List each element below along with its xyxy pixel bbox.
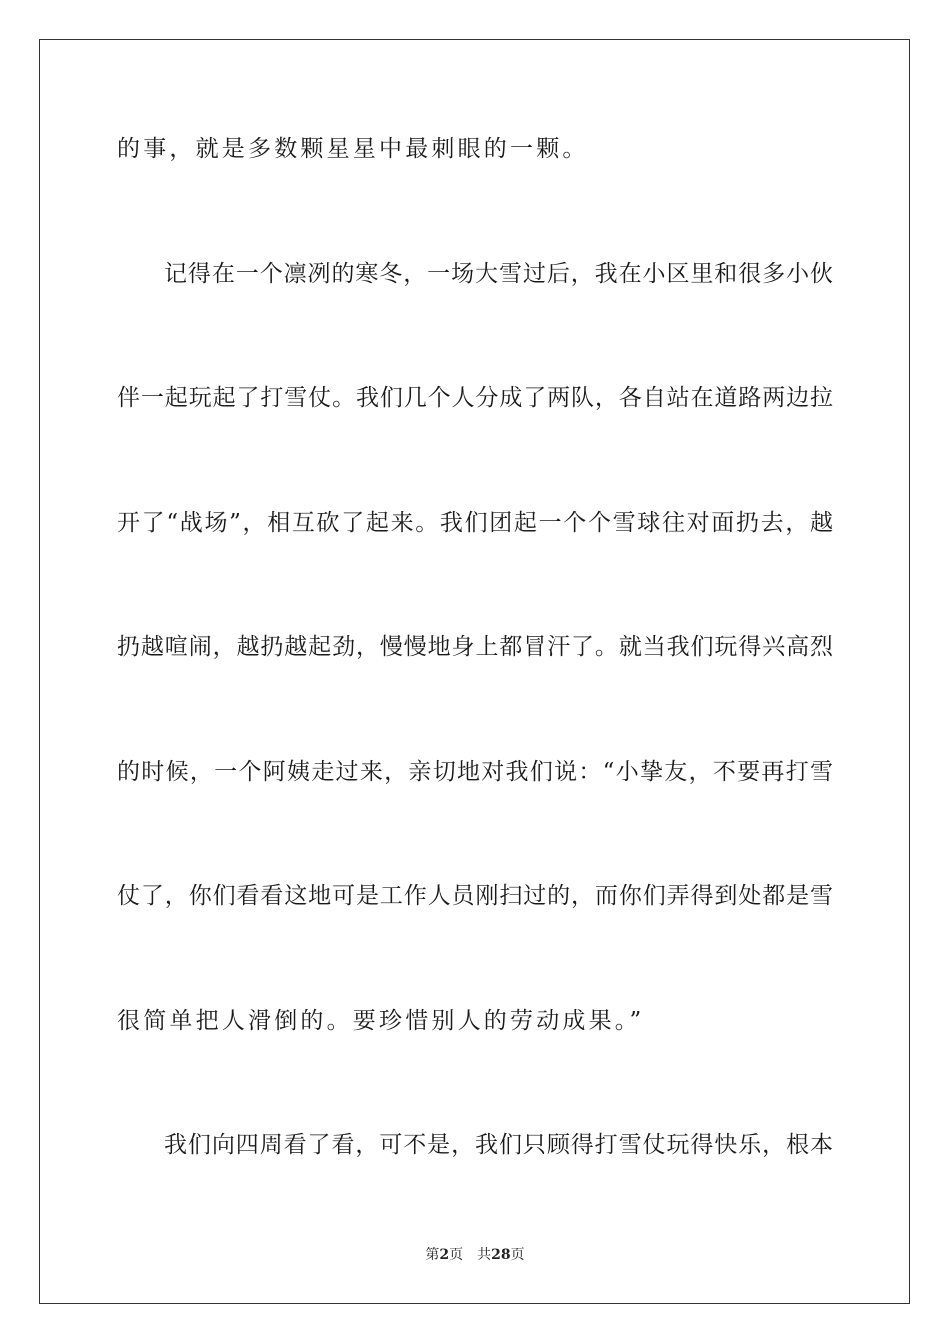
text-line-1: 的事，就是多数颗星星中最刺眼的一颗。 [117,136,589,162]
text-line-3: 伴一起玩起了打雪仗。我们几个人分成了两队，各自站在道路两边拉 [117,385,833,411]
page-prefix: 第 [425,1247,440,1263]
page-border [39,39,910,1304]
page-number: 2 [439,1247,450,1263]
page-suffix: 页 [449,1247,464,1263]
text-line-2: 记得在一个凛冽的寒冬，一场大雪过后，我在小区里和很多小伙 [164,261,833,287]
text-line-4: 开了“战场”，相互砍了起来。我们团起一个个雪球往对面扔去，越 [117,510,833,536]
text-line-9: 我们向四周看了看，可不是，我们只顾得打雪仗玩得快乐，根本 [164,1132,833,1158]
text-line-8: 很简单把人滑倒的。要珍惜别人的劳动成果。” [117,1008,645,1034]
total-suffix: 页 [510,1247,525,1263]
text-line-7: 仗了，你们看看这地可是工作人员刚扫过的，而你们弄得到处都是雪 [117,883,833,909]
text-line-6: 的时候，一个阿姨走过来，亲切地对我们说：“小挚友，不要再打雪 [117,759,833,785]
total-prefix: 共 [477,1247,492,1263]
text-line-5: 扔越喧闹，越扔越起劲，慢慢地身上都冒汗了。就当我们玩得兴高烈 [117,634,833,660]
total-pages: 28 [491,1247,511,1263]
page-footer [0,1246,950,1264]
